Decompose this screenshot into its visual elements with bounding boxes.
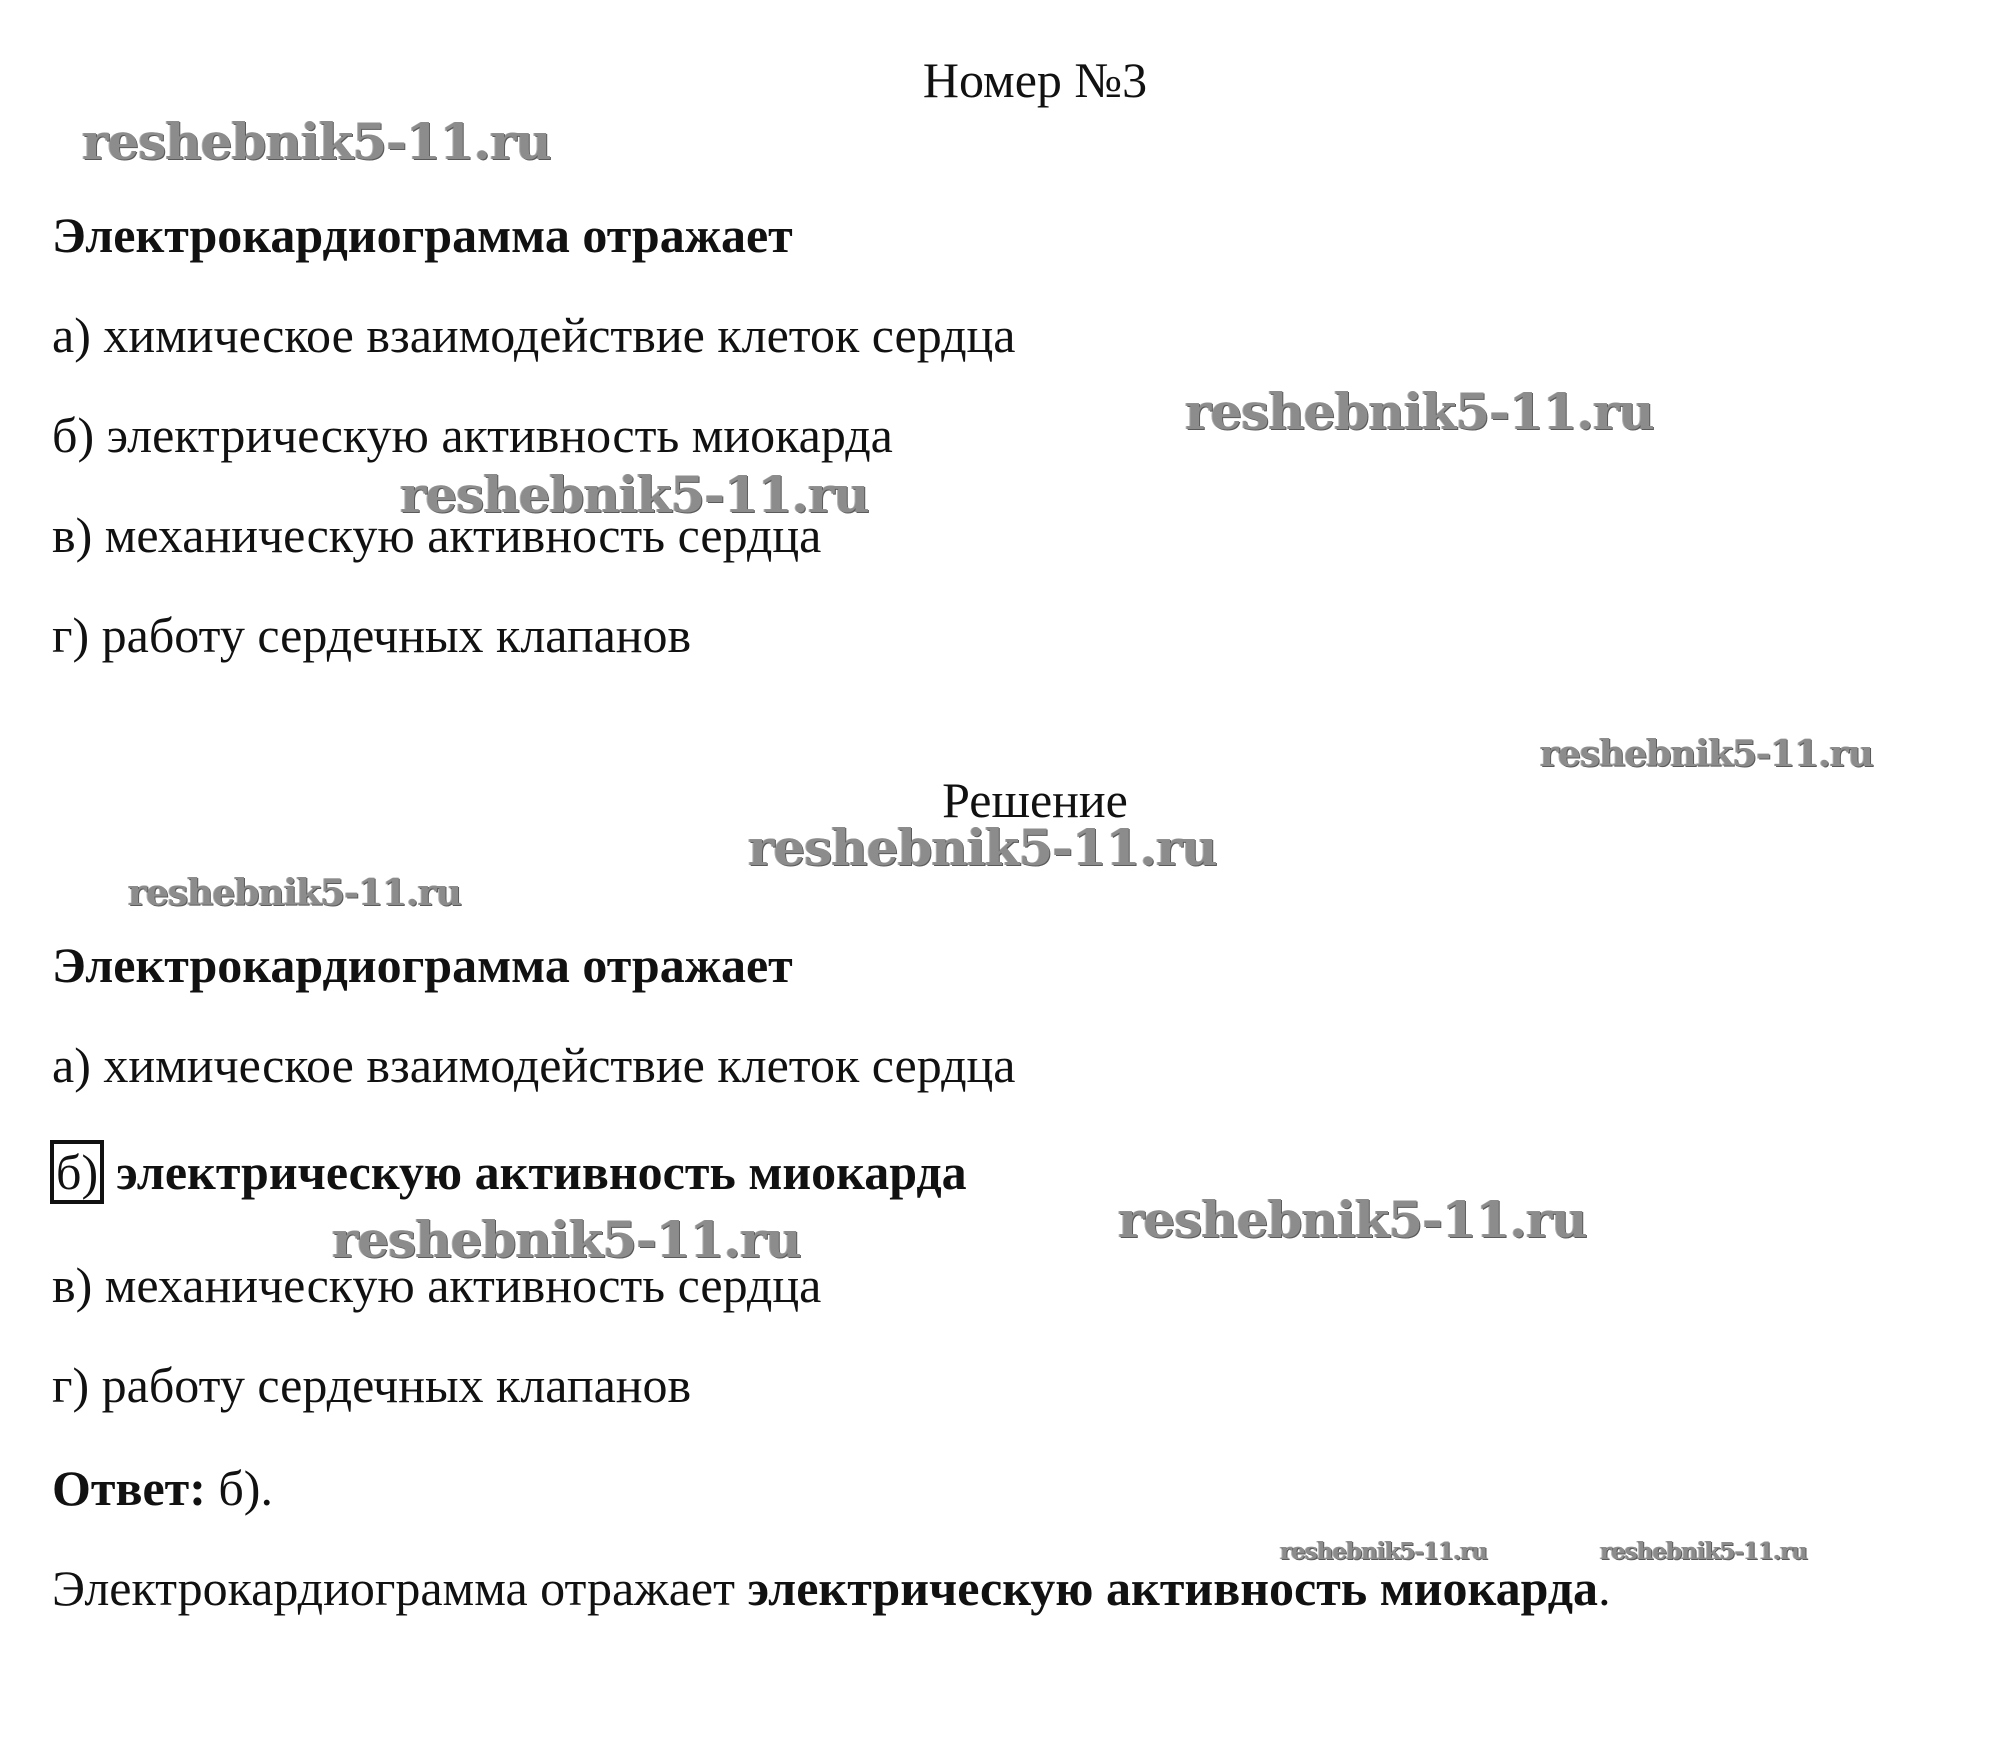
watermark: reshebnik5-11.ru <box>1600 1538 1807 1565</box>
problem-title: Номер №3 <box>922 52 1148 108</box>
watermark: reshebnik5-11.ru <box>1185 382 1654 441</box>
problem-option-b: б) электрическую активность миокарда <box>52 407 893 463</box>
problem-question: Электрокардиограмма отражает <box>52 207 793 263</box>
solution-option-b <box>50 1140 967 1204</box>
conclusion-bold: электрическую активность миокарда <box>747 1560 1599 1616</box>
answer-label: Ответ: <box>52 1460 206 1516</box>
problem-option-d: г) работу сердечных клапанов <box>52 607 692 663</box>
solution-heading: Решение <box>942 772 1128 828</box>
selected-option-box: б) <box>50 1140 104 1204</box>
watermark: reshebnik5-11.ru <box>332 1210 801 1269</box>
solution-option-a: а) химическое взаимодействие клеток сердца <box>52 1037 1016 1093</box>
problem-option-a: а) химическое взаимодействие клеток сердца <box>52 307 1016 363</box>
conclusion-line <box>52 1558 1611 1618</box>
watermark: reshebnik5-11.ru <box>1118 1190 1587 1249</box>
watermark: reshebnik5-11.ru <box>128 872 461 914</box>
watermark: reshebnik5-11.ru <box>1540 733 1873 775</box>
watermark: reshebnik5-11.ru <box>748 818 1217 877</box>
solution-option-c: в) механическую активность сердца <box>52 1257 822 1313</box>
watermark: reshebnik5-11.ru <box>400 465 869 524</box>
watermark: reshebnik5-11.ru <box>1280 1538 1487 1565</box>
answer-line <box>52 1458 273 1518</box>
answer-value: б). <box>205 1460 273 1516</box>
problem-option-c: в) механическую активность сердца <box>52 507 822 563</box>
watermark: reshebnik5-11.ru <box>82 112 551 171</box>
selected-option-text: электрическую активность миокарда <box>116 1144 967 1200</box>
conclusion-end: . <box>1598 1560 1611 1616</box>
solution-question: Электрокардиограмма отражает <box>52 937 793 993</box>
solution-option-d: г) работу сердечных клапанов <box>52 1357 692 1413</box>
conclusion-plain: Электрокардиограмма отражает <box>52 1560 748 1616</box>
